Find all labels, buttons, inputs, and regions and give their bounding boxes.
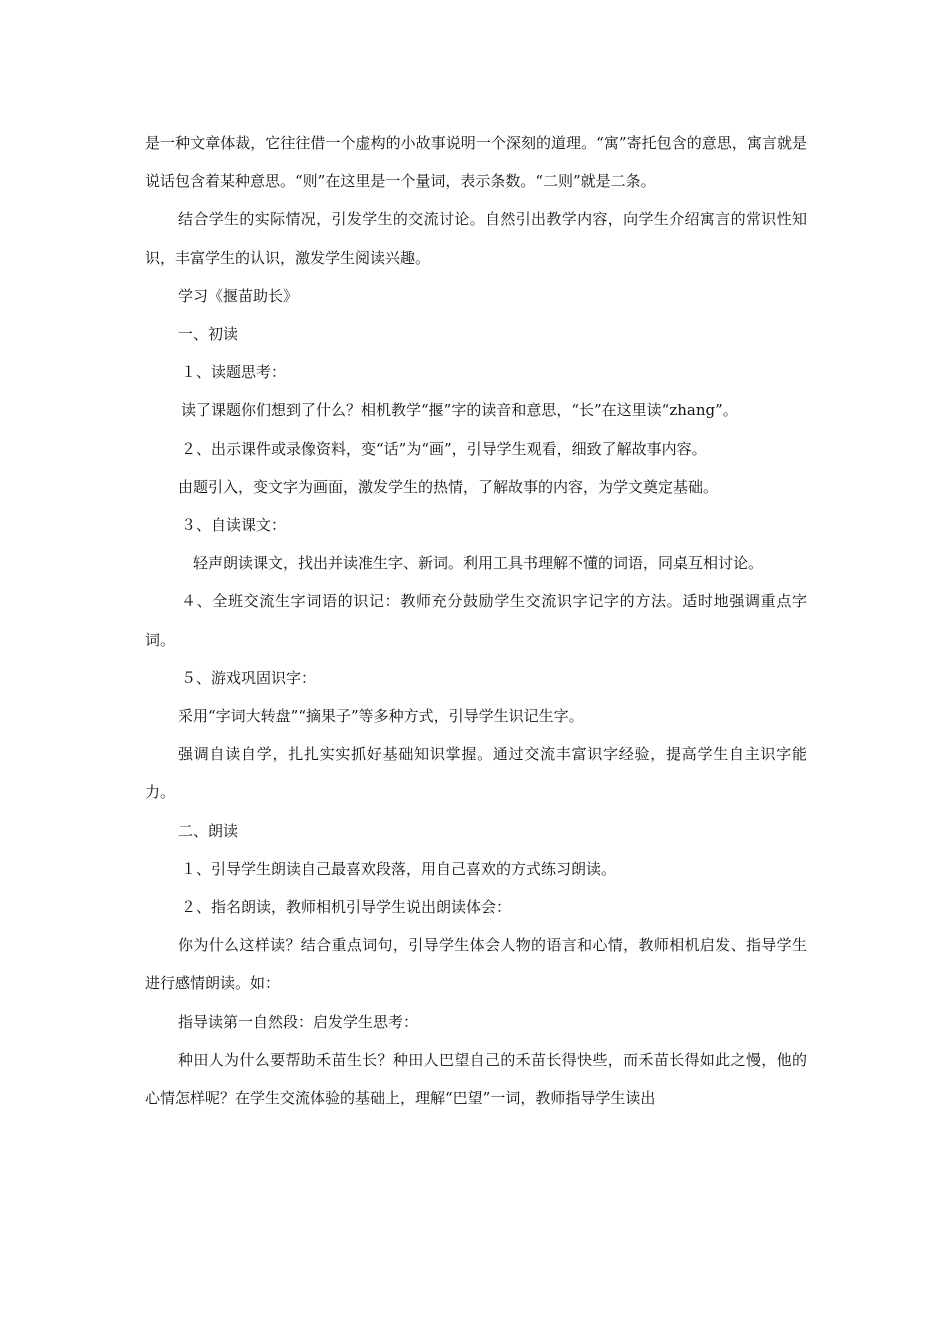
paragraph-why-read: 你为什么这样读？结合重点词句，引导学生体会人物的语言和心情，教师相机启发、指导学生进行感情朗读。如： <box>145 936 807 993</box>
section-title-learn: 学习《揠苗助长》 <box>178 286 299 305</box>
paragraph-silent-reading: 轻声朗读课文，找出并读准生字、新词。利用工具书理解不懂的词语，同桌互相讨论。 <box>193 554 764 573</box>
paragraph-intro-purpose: 由题引入，变文字为画面，激发学生的热情，了解故事的内容，为学文奠定基础。 <box>178 477 719 496</box>
heading-first-reading: 一、初读 <box>178 325 239 344</box>
paragraph-discussion: 结合学生的实际情况，引发学生的交流讨论。自然引出教学内容，向学生介绍寓言的常识性知识，丰富学生的认识，激发学生阅读兴趣。 <box>145 210 807 267</box>
step-named-reading: ２、指名朗读，教师相机引导学生说出朗读体会： <box>181 898 512 917</box>
step-read-title: １、读题思考： <box>181 363 287 382</box>
paragraph-self-study: 强调自读自学，扎扎实实抓好基础知识掌握。通过交流丰富识字经验，提高学生自主识字能力。 <box>145 745 807 802</box>
paragraph-fable-definition: 是一种文章体裁，它往往借一个虚构的小故事说明一个深刻的道理。“寓”寄托包含的意思，寓言就是说话包含着某种意思。“则”在这里是一个量词，表示条数。“二则”就是二条。 <box>145 134 807 191</box>
step-favorite-paragraph: １、引导学生朗读自己最喜欢段落，用自己喜欢的方式练习朗读。 <box>181 859 617 878</box>
step-class-exchange: ４、全班交流生字词语的识记：教师充分鼓励学生交流识字记字的方法。适时地强调重点字词。 <box>145 592 807 649</box>
step-show-courseware: ２、出示课件或录像资料，变“话”为“画”，引导学生观看，细致了解故事内容。 <box>181 439 707 458</box>
step-game-reinforce: ５、游戏巩固识字： <box>181 668 317 687</box>
paragraph-title-question: 读了课题你们想到了什么？相机教学“揠”字的读音和意思，“长”在这里读“zhang”。 <box>181 401 738 420</box>
paragraph-game-methods: 采用“字词大转盘”“摘果子”等多种方式，引导学生识记生字。 <box>178 707 584 726</box>
paragraph-first-natural-section: 指导读第一自然段：启发学生思考： <box>178 1012 419 1031</box>
document-body <box>145 124 807 1117</box>
step-self-reading: ３、自读课文： <box>181 516 287 535</box>
paragraph-farmer-question: 种田人为什么要帮助禾苗生长？种田人巴望自己的禾苗长得快些，而禾苗长得如此之慢，他的心情怎样呢？在学生交流体验的基础上，理解“巴望”一词，教师指导学生读出 <box>145 1050 807 1108</box>
heading-reading-aloud: 二、朗读 <box>178 821 239 840</box>
